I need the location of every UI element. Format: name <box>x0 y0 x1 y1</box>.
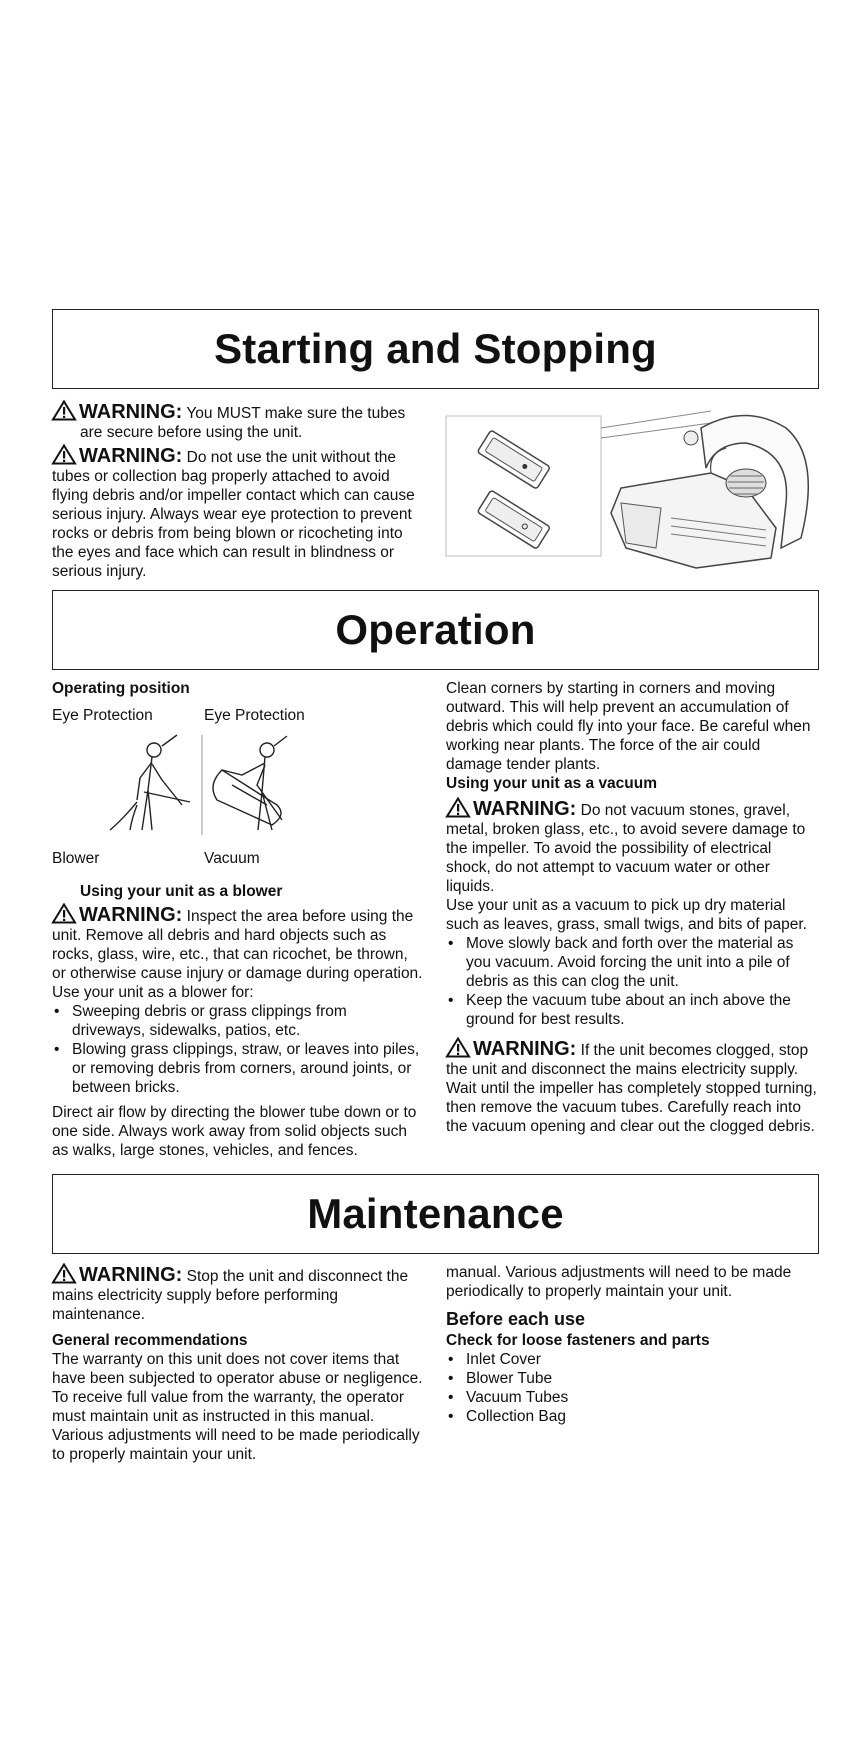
warning-clogged: WARNING: If the unit becomes clogged, stop the unit and disconnect the mains electricity supply. Wait until the impeller has completely stopped turning, then remove the vacuum tubes. Carefully reach into the vacuum opening and clear out the clogged debris. <box>446 1038 817 1135</box>
vacuum-use-text: Use your unit as a vacuum to pick up dry material such as leaves, grass, small twigs, and bits of paper. <box>446 897 807 933</box>
general-recommendations-text: The warranty on this unit does not cover items that have been subjected to operator abuse or negligence. To receive full value from the warranty, the operator must maintain unit as instructed in this manual. Various adjustments will need to be made periodically to properly maintain your unit. <box>52 1351 423 1463</box>
vacuum-tips-list <box>446 934 818 1029</box>
warning-vacuum-stones: WARNING: Do not vacuum stones, gravel, metal, broken glass, etc., to avoid severe damage to the impeller. To avoid the possibility of electrical shock, do not attempt to vacuum water or other liquids. <box>446 798 806 895</box>
blower-use-intro: Use your unit as a blower for: <box>52 984 254 1001</box>
vacuum-heading: Using your unit as a vacuum <box>446 775 658 792</box>
list-item: • Vacuum Tubes <box>446 1388 818 1407</box>
warning-triangle-icon <box>52 400 76 421</box>
warning-triangle-icon <box>52 903 76 924</box>
operating-position-figure <box>52 706 424 868</box>
clean-corners-text: Clean corners by starting in corners and moving outward. This will help prevent an accumulation of debris which could fly into your face. Be careful when working near plants. The force of the air could damage tender plants. <box>446 680 811 773</box>
warning-stop-unit: WARNING: Stop the unit and disconnect the mains electricity supply before performing maintenance. <box>52 1264 409 1323</box>
list-item: • Blower Tube <box>446 1369 818 1388</box>
blower-heading: Using your unit as a blower <box>80 883 283 900</box>
warning-triangle-icon <box>52 444 76 465</box>
warning-triangle-icon <box>52 1263 76 1284</box>
section-starting-stopping <box>52 309 819 389</box>
list-item: • Sweeping debris or grass clippings from driveways, sidewalks, patios, etc. <box>52 1002 424 1040</box>
before-each-use-heading: Before each use <box>446 1309 586 1329</box>
vacuum-figure-label: Vacuum <box>204 850 260 867</box>
eye-protection-label-right: Eye Protection <box>204 707 305 724</box>
blower-figure-label: Blower <box>52 850 100 867</box>
section-maintenance <box>52 1174 819 1254</box>
operation-left-column <box>52 679 424 1160</box>
operation-right-column <box>446 679 818 1136</box>
general-recommendations-heading: General recommendations <box>52 1332 248 1349</box>
blower-uses-list <box>52 1002 424 1097</box>
warning-tubes-secure: WARNING: You MUST make sure the tubes are secure before using the unit. <box>52 400 417 442</box>
direct-air-text: Direct air flow by directing the blower tube down or to one side. Always work away from solid objects such as walks, large stones, vehicles, and fences. <box>52 1104 417 1159</box>
list-item: • Inlet Cover <box>446 1350 818 1369</box>
switch-illustration <box>446 408 821 580</box>
section-title-operation: Operation <box>335 606 536 653</box>
check-fasteners-heading: Check for loose fasteners and parts <box>446 1332 710 1349</box>
maintenance-left-column <box>52 1263 424 1463</box>
warning-triangle-icon <box>446 797 470 818</box>
section-operation <box>52 590 819 670</box>
operating-position-heading: Operating position <box>52 680 190 697</box>
warning-no-tubes: WARNING: Do not use the unit without the tubes or collection bag properly attached to avoid flying debris and/or impeller contact which can cause serious injury. Always wear eye protection to prevent rocks or debris from being blown or ricocheting into the eyes and face which can result in blindness or serious injury. <box>52 445 415 580</box>
section-title-maintenance: Maintenance <box>307 1190 564 1237</box>
section-title-starting: Starting and Stopping <box>214 325 657 372</box>
list-item: • Collection Bag <box>446 1407 818 1426</box>
eye-protection-label-left: Eye Protection <box>52 707 153 724</box>
general-recommendations-continued: manual. Various adjustments will need to be made periodically to properly maintain your unit. <box>446 1264 792 1300</box>
list-item: • Keep the vacuum tube about an inch above the ground for best results. <box>446 991 818 1029</box>
list-item: • Move slowly back and forth over the material as you vacuum. Avoid forcing the unit into a pile of debris as this can clog the unit. <box>446 934 818 991</box>
warning-inspect-area: WARNING: Inspect the area before using the unit. Remove all debris and hard objects such as rocks, glass, wire, etc., that can ricochet, be thrown, or otherwise cause injury or damage during operation. <box>52 904 423 982</box>
maintenance-right-column <box>446 1263 818 1426</box>
operator-figures-illustration <box>82 730 322 840</box>
parts-list <box>446 1350 818 1426</box>
starting-warnings <box>52 400 417 581</box>
list-item: • Blowing grass clippings, straw, or leaves into piles, or removing debris from corners, around joints, or between bricks. <box>52 1040 424 1097</box>
warning-triangle-icon <box>446 1037 470 1058</box>
